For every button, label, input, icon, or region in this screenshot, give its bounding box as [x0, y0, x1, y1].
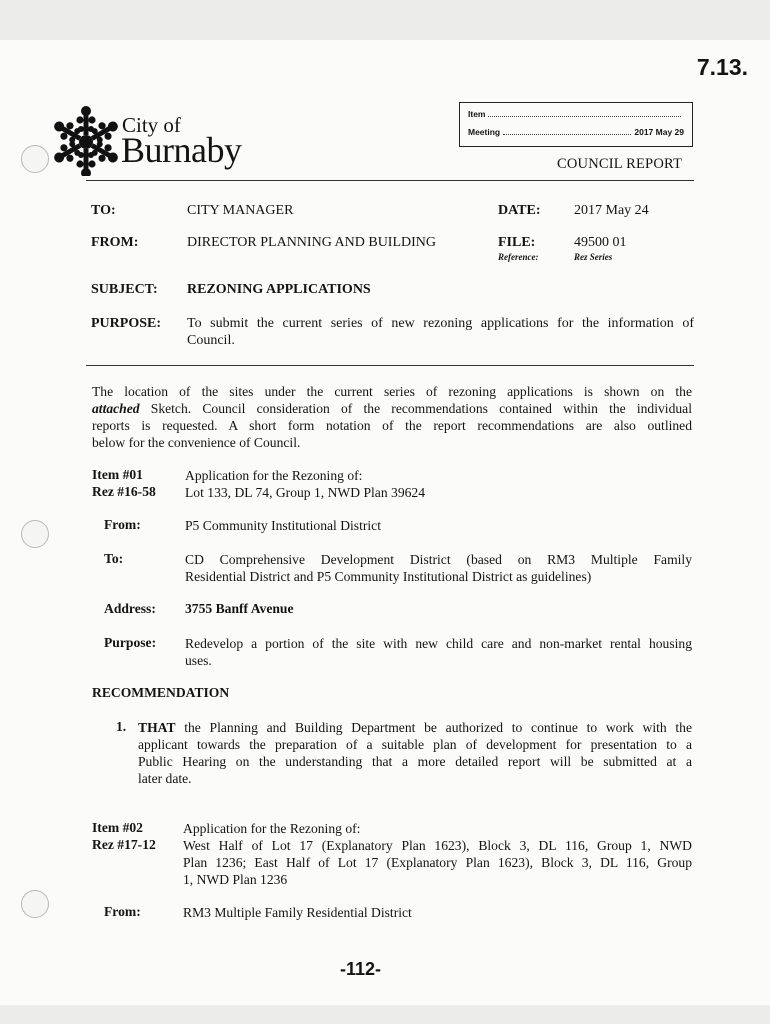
logo-burnaby: Burnaby: [121, 130, 242, 170]
item2-from-label: From:: [104, 904, 141, 919]
purpose-line-2: Council.: [187, 333, 235, 348]
punch-hole-middle: [21, 520, 49, 548]
item2-app-line-2: West Half of Lot 17 (Explanatory Plan 1623), Block 3, DL 116, Group 1, NWD: [183, 838, 692, 853]
purpose-label: PURPOSE:: [91, 316, 161, 331]
item1-purpose-line-2: uses.: [185, 653, 212, 668]
page-number-footer: -112-: [340, 959, 382, 979]
scan-edge-top: [0, 0, 770, 40]
recommendation-heading: RECOMMENDATION: [92, 685, 230, 700]
recommendation-line-4: later date.: [138, 771, 192, 786]
item2-number: Item #02: [92, 820, 143, 835]
meeting-date: 2017 May 29: [634, 127, 684, 137]
punch-hole-top: [21, 145, 49, 173]
reference-value: Rez Series: [574, 252, 613, 262]
item2-app-line-1: Application for the Rezoning of:: [183, 821, 361, 836]
item1-address-label: Address:: [104, 601, 156, 616]
item-meeting-box: [459, 102, 693, 147]
intro-line-2: [92, 400, 692, 417]
item1-purpose-label: Purpose:: [104, 635, 157, 650]
agenda-item-number: 7.13.: [696, 54, 748, 80]
subject-value: REZONING APPLICATIONS: [187, 282, 371, 297]
intro-italic-word: attached: [92, 401, 140, 416]
intro-line-3: reports is requested. A short form notation of the report recommendations are also outlined: [92, 418, 692, 433]
item2-rez-number: Rez #17-12: [92, 837, 156, 852]
file-value: 49500 01: [574, 235, 627, 250]
item-dots: [488, 115, 681, 117]
item1-to-label: To:: [104, 551, 124, 566]
item1-from-label: From:: [104, 517, 141, 532]
meeting-dots: [503, 133, 631, 135]
report-type: COUNCIL REPORT: [557, 156, 683, 172]
item2-app-line-4: 1, NWD Plan 1236: [183, 872, 288, 887]
item2-app-line-3: Plan 1236; East Half of Lot 17 (Explanatory Plan 1623), Block 3, DL 116, Group: [183, 855, 692, 870]
item-row: [468, 109, 684, 119]
item1-from-value: P5 Community Institutional District: [185, 518, 381, 533]
item2-from-value: RM3 Multiple Family Residential District: [183, 905, 412, 920]
recommendation-line-3: Public Hearing on the understanding that a more detailed report will be submitted at a: [138, 754, 692, 769]
punch-hole-bottom: [21, 890, 49, 918]
item-label: Item: [468, 109, 486, 119]
recommendation-line-2: applicant towards the preparation of a suitable plan of development for presentation to a: [138, 737, 692, 752]
item1-purpose-line-1: Redevelop a portion of the site with new child care and non-market rental housing: [185, 636, 692, 651]
date-value: 2017 May 24: [574, 203, 649, 218]
item1-rez-number: Rez #16-58: [92, 484, 156, 499]
purpose-line-1: To submit the current series of new rezoning applications for the information of: [187, 316, 694, 331]
item1-app-line-2: Lot 133, DL 74, Group 1, NWD Plan 39624: [185, 485, 426, 500]
intro-line-4: below for the convenience of Council.: [92, 435, 301, 450]
date-label: DATE:: [498, 203, 541, 218]
meeting-row: [468, 127, 684, 137]
item1-to-line-2: Residential District and P5 Community Institutional District as guidelines): [185, 569, 592, 584]
to-value: CITY MANAGER: [187, 203, 294, 218]
recommendation-number: 1.: [116, 719, 127, 734]
item1-app-line-1: Application for the Rezoning of:: [185, 468, 363, 483]
logo-city-of: City of: [122, 113, 181, 137]
reference-label: Reference:: [498, 252, 539, 262]
subject-label: SUBJECT:: [91, 282, 158, 297]
meeting-label: Meeting: [468, 127, 501, 137]
scan-edge-bottom: [0, 1005, 770, 1024]
recommendation-that: THAT: [138, 720, 176, 735]
item1-number: Item #01: [92, 467, 143, 482]
item1-to-line-1: CD Comprehensive Development District (based on RM3 Multiple Family: [185, 552, 692, 567]
file-label: FILE:: [498, 235, 536, 250]
purpose-divider: [86, 365, 694, 366]
recommendation-line-1: [138, 719, 692, 736]
to-label: TO:: [91, 203, 116, 218]
header-divider: [86, 180, 694, 181]
from-label: FROM:: [91, 235, 139, 250]
recommendation-line-1-text: the Planning and Building Department be authorized to continue to work with the: [184, 720, 692, 735]
intro-line-1: The location of the sites under the current series of rezoning applications is shown on the: [92, 384, 692, 399]
intro-line-2-text: Sketch. Council consideration of the recommendations contained within the individual: [150, 401, 692, 416]
from-value: DIRECTOR PLANNING AND BUILDING: [187, 235, 437, 250]
item1-address-value: 3755 Banff Avenue: [185, 601, 294, 616]
